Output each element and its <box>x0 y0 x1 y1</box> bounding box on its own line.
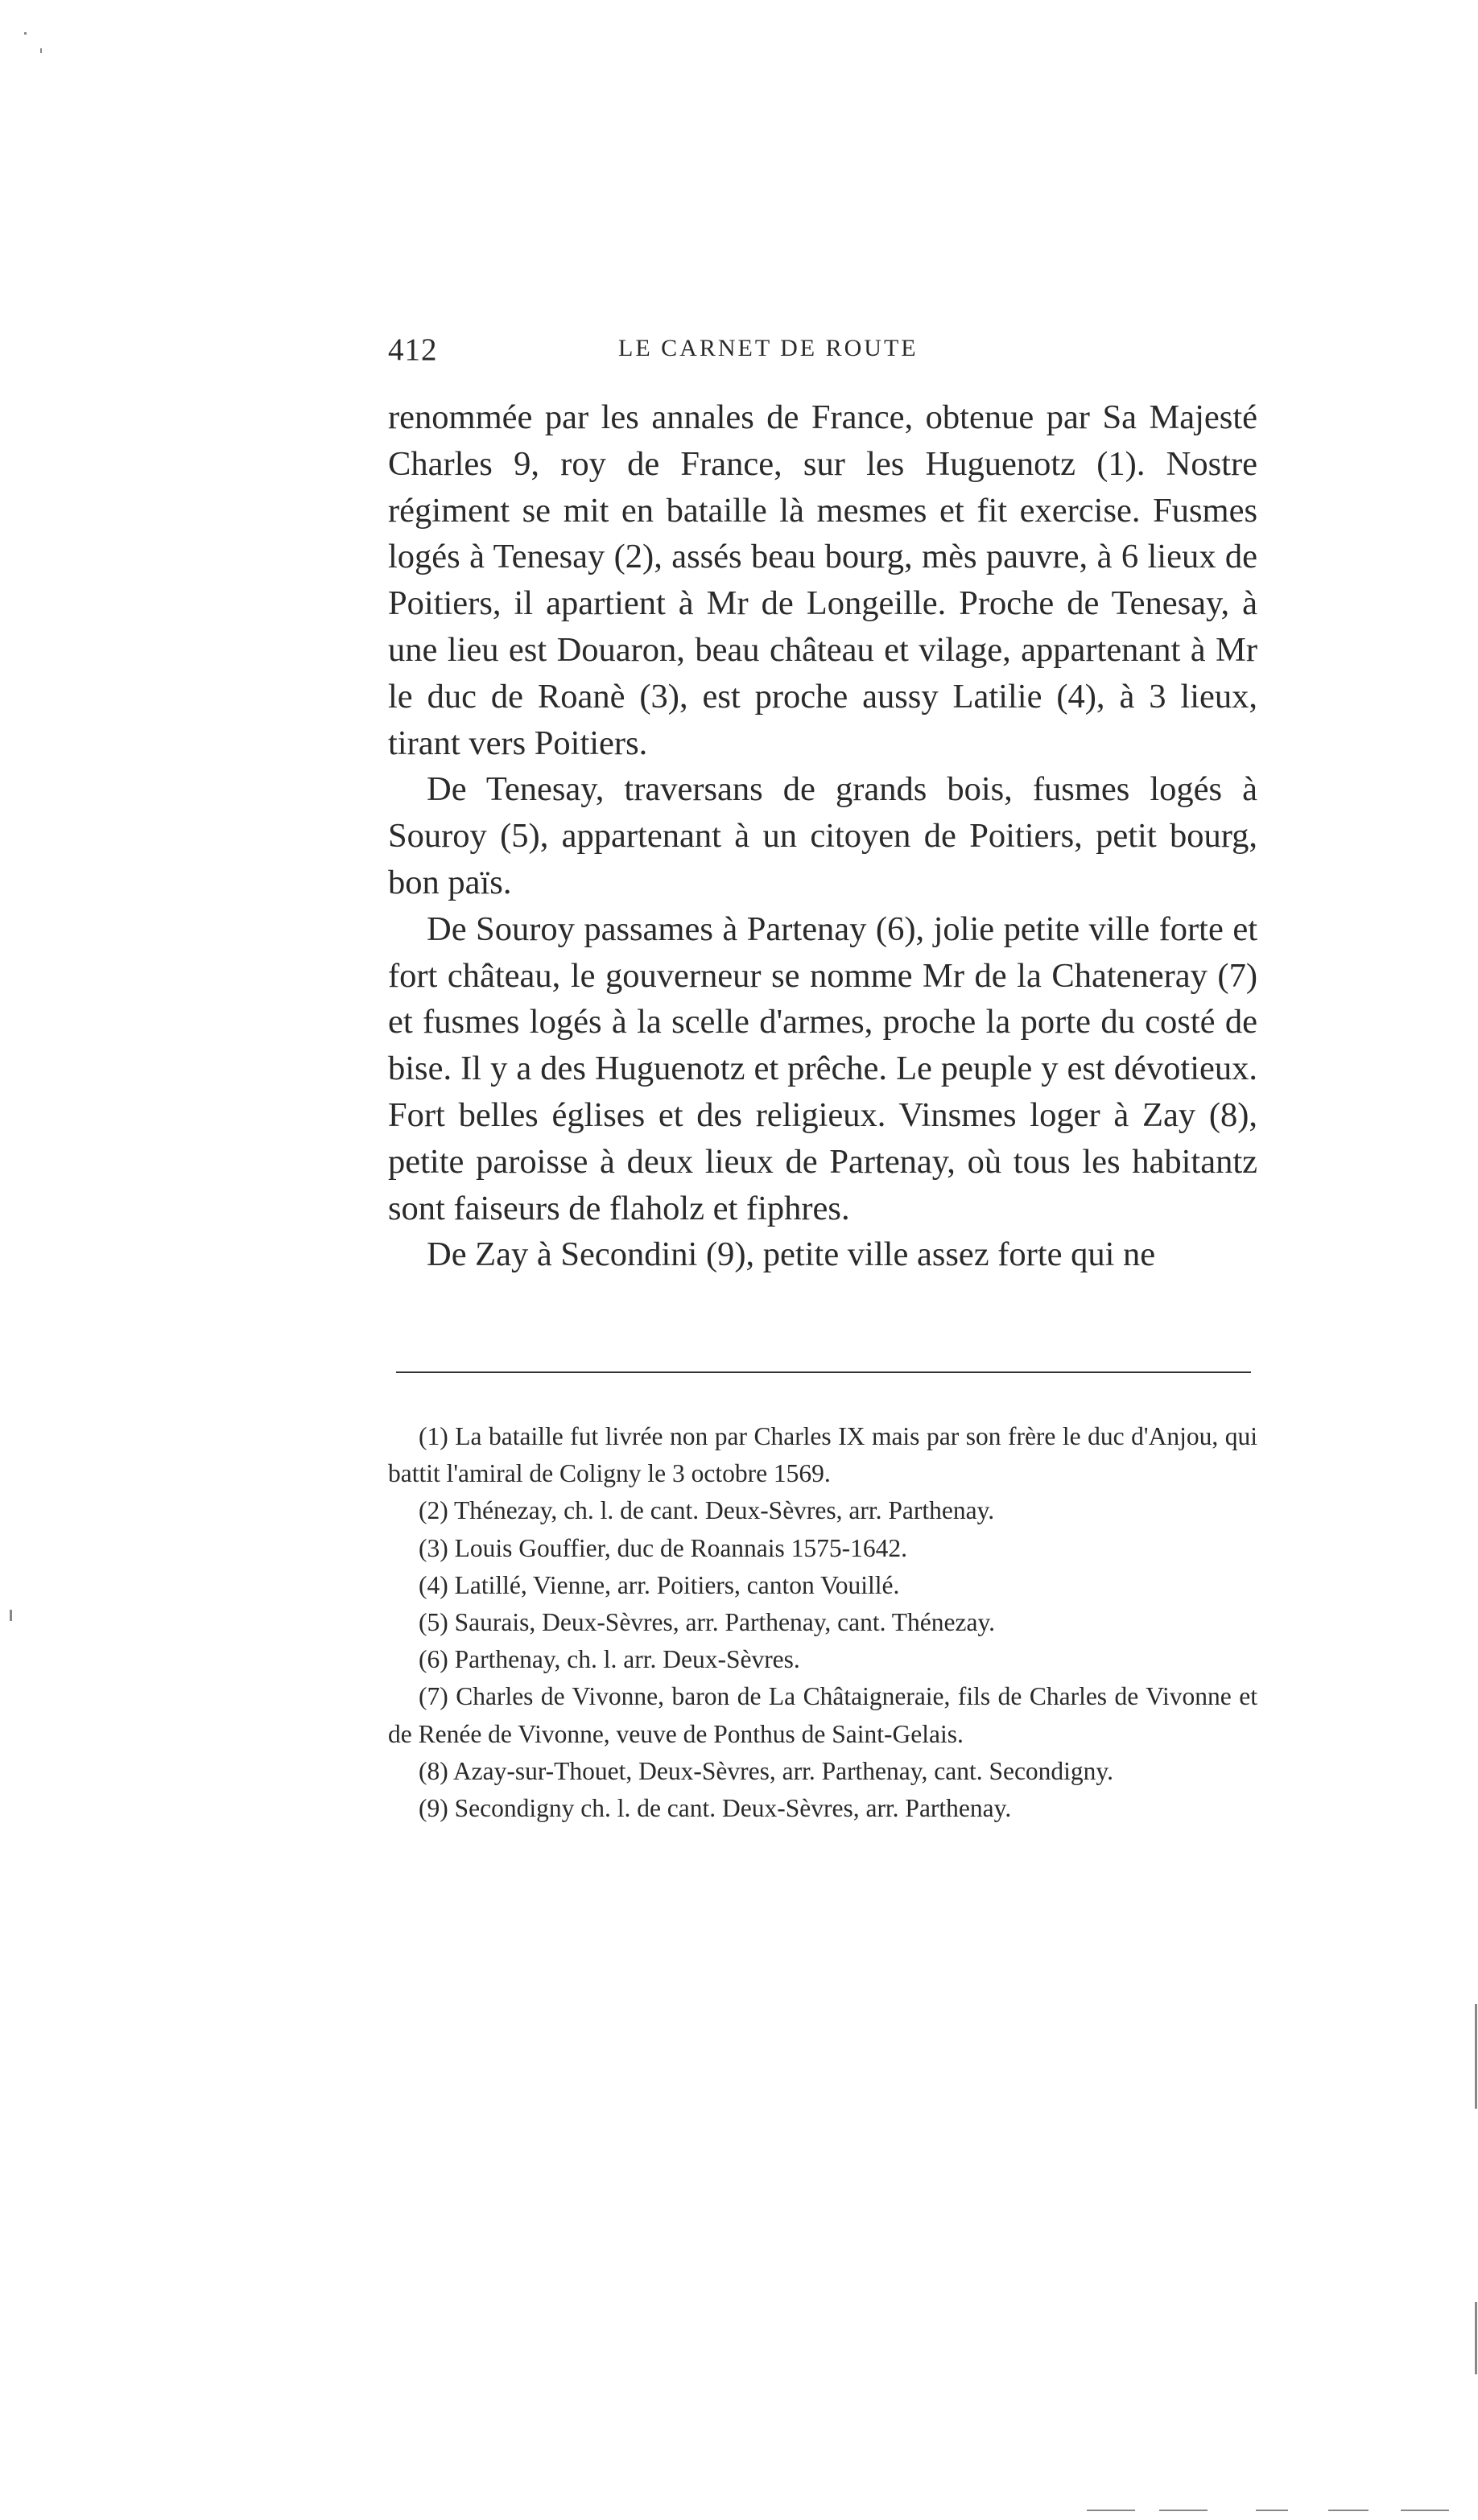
footnote: (5) Saurais, Deux-Sèvres, arr. Parthenay, cant. Thénezay. <box>419 1608 996 1637</box>
paragraph: De Souroy passames à Partenay (6), jolie petite ville forte et fort château, le gouverneur se nomme Mr de la Chateneray (7) et fusmes logés à la scelle d'armes, proche la porte du costé de bise. Il y a des Huguenotz et prêche. Le peuple y est dévotieux. Fort belles églises et des religieux. Vinsmes loger à Zay (8), petite paroisse à deux lieux de Partenay, où tous les habitantz sont faiseurs de flaholz et fiphres. <box>388 909 1257 1227</box>
page-number: 412 <box>388 332 438 367</box>
scan-speck <box>1087 2510 1135 2511</box>
footnote: (3) Louis Gouffier, duc de Roannais 1575-1642. <box>419 1533 908 1562</box>
footnote: (2) Thénezay, ch. l. de cant. Deux-Sèvres, arr. Parthenay. <box>419 1496 995 1525</box>
scan-speck <box>1475 2302 1477 2374</box>
paragraph: De Zay à Secondini (9), petite ville assez forte qui ne <box>427 1235 1156 1274</box>
paragraph: De Tenesay, traversans de grands bois, fusmes logés à Souroy (5), appartenant à un citoyen de Poitiers, petit bourg, bon païs. <box>388 770 1257 901</box>
main-text <box>388 394 1257 1278</box>
scan-speck <box>24 32 27 35</box>
scan-speck <box>10 1610 12 1621</box>
scan-speck <box>1401 2510 1449 2511</box>
footnote: (1) La bataille fut livrée non par Charles IX mais par son frère le duc d'Anjou, qui battit l'amiral de Coligny le 3 octobre 1569. <box>388 1422 1257 1488</box>
running-head <box>388 332 1257 380</box>
footnote: (9) Secondigny ch. l. de cant. Deux-Sèvres, arr. Parthenay. <box>419 1794 1012 1823</box>
scan-speck <box>40 48 42 53</box>
running-title: LE CARNET DE ROUTE <box>618 335 919 361</box>
footnotes <box>388 1418 1257 1827</box>
footnote: (4) Latillé, Vienne, arr. Poitiers, canton Vouillé. <box>419 1570 900 1599</box>
scan-speck <box>1475 2004 1477 2109</box>
paragraph: renommée par les annales de France, obtenue par Sa Majesté Charles 9, roy de France, sur les Huguenotz (1). Nostre régiment se mit en bataille là mesmes et fit exercise. Fusmes logés à Tenesay (2), assés beau bourg, mès pauvre, à 6 lieux de Poitiers, il apartient à Mr de Longeille. Proche de Tenesay, à une lieu est Douaron, beau château et vilage, appartenant à Mr le duc de Roanè (3), est proche aussy Latilie (4), à 3 lieux, tirant vers Poitiers. <box>388 398 1257 762</box>
scan-speck <box>1159 2510 1208 2511</box>
footnote: (8) Azay-sur-Thouet, Deux-Sèvres, arr. Parthenay, cant. Secondigny. <box>419 1756 1114 1785</box>
footnote: (7) Charles de Vivonne, baron de La Châtaigneraie, fils de Charles de Vivonne et de Renée de Vivonne, veuve de Ponthus de Saint-Gelais. <box>388 1682 1257 1748</box>
scan-speck <box>1256 2510 1288 2511</box>
footnote-divider <box>396 1371 1251 1373</box>
footnote: (6) Parthenay, ch. l. arr. Deux-Sèvres. <box>419 1645 800 1674</box>
scan-speck <box>1328 2510 1369 2511</box>
